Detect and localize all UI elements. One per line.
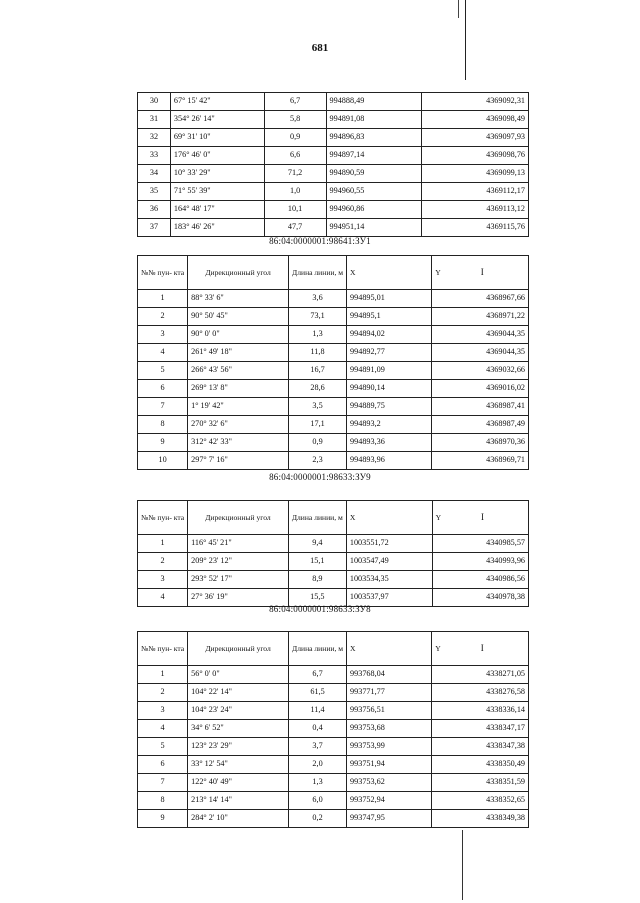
length-cell: 0,2 xyxy=(289,810,347,828)
coordinates-table-1 xyxy=(137,92,529,237)
length-cell: 6,7 xyxy=(289,666,347,684)
length-cell: 9,4 xyxy=(288,535,346,553)
x-coordinate-cell: 1003537,97 xyxy=(346,589,432,607)
y-coordinate-cell: 4340978,38 xyxy=(432,589,528,607)
point-number-cell: 10 xyxy=(138,452,188,470)
header-point-number: №№ пун- кта xyxy=(138,256,188,290)
point-number-cell: 34 xyxy=(138,165,171,183)
point-number-cell: 33 xyxy=(138,147,171,165)
table-row xyxy=(138,290,529,308)
y-coordinate-cell: 4369016,02 xyxy=(432,380,529,398)
y-coordinate-cell: 4368967,66 xyxy=(432,290,529,308)
bearing-cell: 261° 49' 18" xyxy=(188,344,289,362)
table-row xyxy=(138,398,529,416)
table-row xyxy=(138,380,529,398)
point-number-cell: 6 xyxy=(138,756,188,774)
point-number-cell: 9 xyxy=(138,434,188,452)
table-row xyxy=(138,571,529,589)
bearing-cell: 270° 32' 6" xyxy=(188,416,289,434)
x-coordinate-cell: 993753,99 xyxy=(347,738,432,756)
table-row xyxy=(138,810,529,828)
bearing-cell: 354° 26' 14" xyxy=(170,111,264,129)
length-cell: 0,9 xyxy=(264,129,326,147)
table-row xyxy=(138,183,529,201)
length-cell: 6,7 xyxy=(264,93,326,111)
x-coordinate-cell: 994891,09 xyxy=(347,362,432,380)
point-number-cell: 1 xyxy=(138,535,188,553)
x-coordinate-cell: 1003547,49 xyxy=(346,553,432,571)
scan-margin-line xyxy=(458,0,459,18)
point-number-cell: 37 xyxy=(138,219,171,237)
header-length: Длина линии, м xyxy=(289,256,347,290)
table-row xyxy=(138,308,529,326)
length-cell: 16,7 xyxy=(289,362,347,380)
point-number-cell: 4 xyxy=(138,720,188,738)
x-coordinate-cell: 994960,55 xyxy=(326,183,422,201)
point-number-cell: 31 xyxy=(138,111,171,129)
point-number-cell: 9 xyxy=(138,810,188,828)
header-x: X xyxy=(347,256,432,290)
point-number-cell: 7 xyxy=(138,774,188,792)
table-row xyxy=(138,792,529,810)
table-row xyxy=(138,434,529,452)
bearing-cell: 164° 48' 17" xyxy=(170,201,264,219)
x-coordinate-cell: 994895,01 xyxy=(347,290,432,308)
point-number-cell: 1 xyxy=(138,290,188,308)
y-coordinate-cell: 4340993,96 xyxy=(432,553,528,571)
header-point-number: №№ пун- кта xyxy=(138,632,188,666)
x-coordinate-cell: 1003551,72 xyxy=(346,535,432,553)
table-row xyxy=(138,344,529,362)
y-coordinate-cell: 4368970,36 xyxy=(432,434,529,452)
point-number-cell: 5 xyxy=(138,362,188,380)
bearing-cell: 213° 14' 14" xyxy=(188,792,289,810)
coordinates-table-4 xyxy=(137,631,529,828)
y-coordinate-cell: 4369112,17 xyxy=(422,183,529,201)
length-cell: 1,3 xyxy=(289,326,347,344)
x-coordinate-cell: 994951,14 xyxy=(326,219,422,237)
point-number-cell: 36 xyxy=(138,201,171,219)
length-cell: 15,5 xyxy=(288,589,346,607)
length-cell: 2,3 xyxy=(289,452,347,470)
y-coordinate-cell: 4368987,41 xyxy=(432,398,529,416)
x-coordinate-cell: 994897,14 xyxy=(326,147,422,165)
header-x: X xyxy=(346,501,432,535)
length-cell: 11,4 xyxy=(289,702,347,720)
bearing-cell: 56° 0' 0" xyxy=(188,666,289,684)
y-coordinate-cell: 4368969,71 xyxy=(432,452,529,470)
length-cell: 1,3 xyxy=(289,774,347,792)
header-bearing: Дирекционный угол xyxy=(188,501,289,535)
point-number-cell: 4 xyxy=(138,589,188,607)
scan-margin-line xyxy=(462,830,463,900)
y-coordinate-cell: 4369044,35 xyxy=(432,326,529,344)
point-number-cell: 2 xyxy=(138,553,188,571)
y-coordinate-cell: 4369115,76 xyxy=(422,219,529,237)
bearing-cell: 266° 43' 56" xyxy=(188,362,289,380)
y-coordinate-cell: 4338350,49 xyxy=(432,756,529,774)
y-coordinate-cell: 4369044,35 xyxy=(432,344,529,362)
y-coordinate-cell: 4338276,58 xyxy=(432,684,529,702)
length-cell: 47,7 xyxy=(264,219,326,237)
y-coordinate-cell: 4338347,17 xyxy=(432,720,529,738)
point-number-cell: 3 xyxy=(138,571,188,589)
header-y: Y I xyxy=(432,256,529,290)
table-row xyxy=(138,702,529,720)
table-row xyxy=(138,326,529,344)
bearing-cell: 297° 7' 16" xyxy=(188,452,289,470)
x-coordinate-cell: 994893,96 xyxy=(347,452,432,470)
header-bearing: Дирекционный угол xyxy=(188,256,289,290)
length-cell: 2,0 xyxy=(289,756,347,774)
y-coordinate-cell: 4338336,14 xyxy=(432,702,529,720)
bearing-cell: 183° 46' 26" xyxy=(170,219,264,237)
y-coordinate-cell: 4338352,65 xyxy=(432,792,529,810)
x-coordinate-cell: 993768,04 xyxy=(347,666,432,684)
x-coordinate-cell: 993753,68 xyxy=(347,720,432,738)
y-coordinate-cell: 4369099,13 xyxy=(422,165,529,183)
coordinates-table-3 xyxy=(137,500,529,607)
bearing-cell: 293° 52' 17" xyxy=(188,571,289,589)
bearing-cell: 69° 31' 10" xyxy=(170,129,264,147)
header-x: X xyxy=(347,632,432,666)
point-number-cell: 32 xyxy=(138,129,171,147)
bearing-cell: 104° 23' 24" xyxy=(188,702,289,720)
length-cell: 10,1 xyxy=(264,201,326,219)
table-row xyxy=(138,756,529,774)
y-coordinate-cell: 4369113,12 xyxy=(422,201,529,219)
table-row xyxy=(138,165,529,183)
bearing-cell: 90° 50' 45" xyxy=(188,308,289,326)
table-row xyxy=(138,553,529,571)
bearing-cell: 33° 12' 54" xyxy=(188,756,289,774)
table-row xyxy=(138,219,529,237)
bearing-cell: 10° 33' 29" xyxy=(170,165,264,183)
length-cell: 15,1 xyxy=(288,553,346,571)
y-coordinate-cell: 4340986,56 xyxy=(432,571,528,589)
header-bearing: Дирекционный угол xyxy=(188,632,289,666)
point-number-cell: 7 xyxy=(138,398,188,416)
coordinates-table-2 xyxy=(137,255,529,470)
y-coordinate-cell: 4369097,93 xyxy=(422,129,529,147)
table-header-row xyxy=(138,256,529,290)
table-row xyxy=(138,738,529,756)
y-coordinate-cell: 4368987,49 xyxy=(432,416,529,434)
point-number-cell: 8 xyxy=(138,792,188,810)
table-row xyxy=(138,362,529,380)
bearing-cell: 122° 40' 49" xyxy=(188,774,289,792)
length-cell: 0,4 xyxy=(289,720,347,738)
bearing-cell: 90° 0' 0" xyxy=(188,326,289,344)
point-number-cell: 5 xyxy=(138,738,188,756)
table-row xyxy=(138,93,529,111)
length-cell: 0,9 xyxy=(289,434,347,452)
table-header-row xyxy=(138,501,529,535)
table-row xyxy=(138,452,529,470)
length-cell: 71,2 xyxy=(264,165,326,183)
x-coordinate-cell: 994894,02 xyxy=(347,326,432,344)
y-coordinate-cell: 4369032,66 xyxy=(432,362,529,380)
bearing-cell: 209° 23' 12" xyxy=(188,553,289,571)
x-coordinate-cell: 994893,36 xyxy=(347,434,432,452)
scan-margin-line xyxy=(465,0,466,80)
x-coordinate-cell: 994890,59 xyxy=(326,165,422,183)
y-coordinate-cell: 4340985,57 xyxy=(432,535,528,553)
y-coordinate-cell: 4338349,38 xyxy=(432,810,529,828)
length-cell: 3,6 xyxy=(289,290,347,308)
y-coordinate-cell: 4338271,05 xyxy=(432,666,529,684)
y-coordinate-cell: 4338347,38 xyxy=(432,738,529,756)
x-coordinate-cell: 993751,94 xyxy=(347,756,432,774)
point-number-cell: 2 xyxy=(138,308,188,326)
point-number-cell: 2 xyxy=(138,684,188,702)
table-row xyxy=(138,684,529,702)
bearing-cell: 176° 46' 0" xyxy=(170,147,264,165)
bearing-cell: 104° 22' 14" xyxy=(188,684,289,702)
table-row xyxy=(138,111,529,129)
point-number-cell: 1 xyxy=(138,666,188,684)
parcel-caption-3: 86:04:0000001:98633:ЗУ8 xyxy=(269,604,371,614)
table-row xyxy=(138,129,529,147)
table-row xyxy=(138,535,529,553)
y-coordinate-cell: 4338351,59 xyxy=(432,774,529,792)
header-y: Y I xyxy=(432,632,529,666)
table-row xyxy=(138,666,529,684)
point-number-cell: 30 xyxy=(138,93,171,111)
table-header-row xyxy=(138,632,529,666)
table-row xyxy=(138,201,529,219)
bearing-cell: 67° 15' 42" xyxy=(170,93,264,111)
point-number-cell: 8 xyxy=(138,416,188,434)
table-row xyxy=(138,720,529,738)
x-coordinate-cell: 994888,49 xyxy=(326,93,422,111)
bearing-cell: 312° 42' 33" xyxy=(188,434,289,452)
parcel-caption-1: 86:04:0000001:98641:ЗУ1 xyxy=(269,236,371,246)
x-coordinate-cell: 993756,51 xyxy=(347,702,432,720)
bearing-cell: 284° 2' 10" xyxy=(188,810,289,828)
x-coordinate-cell: 994890,14 xyxy=(347,380,432,398)
length-cell: 6,0 xyxy=(289,792,347,810)
bearing-cell: 71° 55' 39" xyxy=(170,183,264,201)
bearing-cell: 27° 36' 19" xyxy=(188,589,289,607)
page-number: 681 xyxy=(311,42,329,54)
point-number-cell: 3 xyxy=(138,326,188,344)
bearing-cell: 123° 23' 29" xyxy=(188,738,289,756)
length-cell: 3,7 xyxy=(289,738,347,756)
header-length: Длина линии, м xyxy=(289,632,347,666)
length-cell: 5,8 xyxy=(264,111,326,129)
point-number-cell: 3 xyxy=(138,702,188,720)
x-coordinate-cell: 993752,94 xyxy=(347,792,432,810)
x-coordinate-cell: 994893,2 xyxy=(347,416,432,434)
y-coordinate-cell: 4369098,76 xyxy=(422,147,529,165)
x-coordinate-cell: 994891,08 xyxy=(326,111,422,129)
length-cell: 8,9 xyxy=(288,571,346,589)
x-coordinate-cell: 993747,95 xyxy=(347,810,432,828)
point-number-cell: 4 xyxy=(138,344,188,362)
table-row xyxy=(138,416,529,434)
x-coordinate-cell: 993771,77 xyxy=(347,684,432,702)
length-cell: 3,5 xyxy=(289,398,347,416)
table-row xyxy=(138,774,529,792)
length-cell: 28,6 xyxy=(289,380,347,398)
header-y: Y I xyxy=(432,501,528,535)
x-coordinate-cell: 994895,1 xyxy=(347,308,432,326)
parcel-caption-2: 86:04:0000001:98633:ЗУ9 xyxy=(269,472,371,482)
point-number-cell: 35 xyxy=(138,183,171,201)
x-coordinate-cell: 994896,83 xyxy=(326,129,422,147)
x-coordinate-cell: 994892,77 xyxy=(347,344,432,362)
header-length: Длина линии, м xyxy=(288,501,346,535)
length-cell: 73,1 xyxy=(289,308,347,326)
x-coordinate-cell: 1003534,35 xyxy=(346,571,432,589)
point-number-cell: 6 xyxy=(138,380,188,398)
bearing-cell: 269° 13' 8" xyxy=(188,380,289,398)
length-cell: 17,1 xyxy=(289,416,347,434)
bearing-cell: 1° 19' 42" xyxy=(188,398,289,416)
table-row xyxy=(138,147,529,165)
length-cell: 11,8 xyxy=(289,344,347,362)
y-coordinate-cell: 4369092,31 xyxy=(422,93,529,111)
bearing-cell: 116° 45' 21" xyxy=(188,535,289,553)
header-point-number: №№ пун- кта xyxy=(138,501,188,535)
bearing-cell: 34° 6' 52" xyxy=(188,720,289,738)
y-coordinate-cell: 4369098,49 xyxy=(422,111,529,129)
bearing-cell: 88° 33' 6" xyxy=(188,290,289,308)
length-cell: 6,6 xyxy=(264,147,326,165)
y-coordinate-cell: 4368971,22 xyxy=(432,308,529,326)
length-cell: 61,5 xyxy=(289,684,347,702)
x-coordinate-cell: 993753,62 xyxy=(347,774,432,792)
x-coordinate-cell: 994960,86 xyxy=(326,201,422,219)
x-coordinate-cell: 994889,75 xyxy=(347,398,432,416)
length-cell: 1,0 xyxy=(264,183,326,201)
